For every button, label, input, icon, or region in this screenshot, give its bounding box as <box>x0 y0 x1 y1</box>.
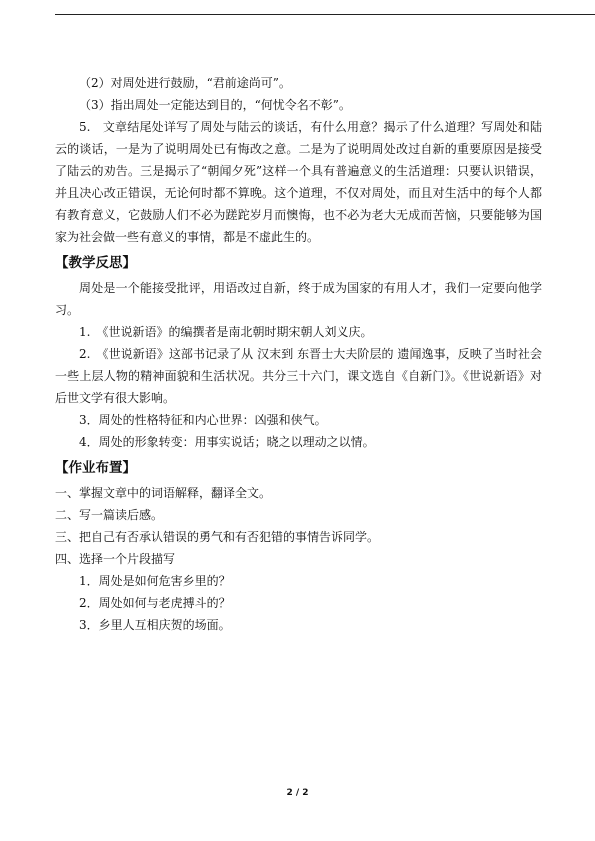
document-body <box>55 72 542 636</box>
reflection-item-3: 3．周处的性格特征和内心世界：凶强和侠气。 <box>79 413 327 427</box>
homework-subitem: 1．周处是如何危害乡里的？ <box>79 574 231 588</box>
homework-item: 二、写一篇读后感。 <box>55 508 164 522</box>
header-rule <box>55 14 595 15</box>
reflection-item-1: 1. 《世说新语》的编撰者是南北朝时期宋朝人刘义庆。 <box>79 325 373 339</box>
homework-subitem: 2．周处如何与老虎搏斗的？ <box>79 596 231 610</box>
section-heading-reflection: 【教学反思】 <box>55 255 136 271</box>
reflection-item-4: 4．周处的形象转变：用事实说话；晓之以理动之以情。 <box>79 435 375 449</box>
homework-subitem: 3．乡里人互相庆贺的场面。 <box>79 618 231 632</box>
page-number: 2 / 2 <box>286 788 309 798</box>
section-heading-homework: 【作业布置】 <box>55 460 136 476</box>
reflection-item-2: 2. 《世说新语》这部书记录了从 汉末到 东晋士大夫阶层的 遗闻逸事，反映了当时社会一些上层人物的精神面貌和生活状况。共分三十六门，课文选自《自新门》。《世说新语》对后世文学有很大影响。 <box>55 347 542 405</box>
paragraph-item-5: 5. 文章结尾处详写了周处与陆云的谈话，有什么用意？揭示了什么道理？写周处和陆云的谈话，一是为了说明周处已有悔改之意。二是为了说明周处改过自新的重要原因是接受了陆云的劝告。三是揭示了“朝闻夕死”这样一个具有普遍意义的生活道理：只要认识错误，并且决心改正错误，无论何时都不算晚。这个道理，不仅对周处，而且对生活中的每个人都有教育意义，它鼓励人们不必为蹉跎岁月而懊悔，也不必为老大无成而苦恼，只要能够为国家为社会做一些有意义的事情，都是不虚此生的。 <box>55 120 542 244</box>
text-line: （3）指出周处一定能达到目的，“何忧令名不彰”。 <box>79 98 351 112</box>
reflection-intro: 周处是一个能接受批评，用语改过自新，终于成为国家的有用人才，我们一定要向他学习。 <box>55 281 542 317</box>
homework-item: 一、掌握文章中的词语解释，翻译全文。 <box>55 486 272 500</box>
homework-item: 三、把自己有否承认错误的勇气和有否犯错的事情告诉同学。 <box>55 530 380 544</box>
homework-item: 四、选择一个片段描写 <box>55 552 176 566</box>
text-line: （2）对周处进行鼓励，“君前途尚可”。 <box>79 76 291 90</box>
